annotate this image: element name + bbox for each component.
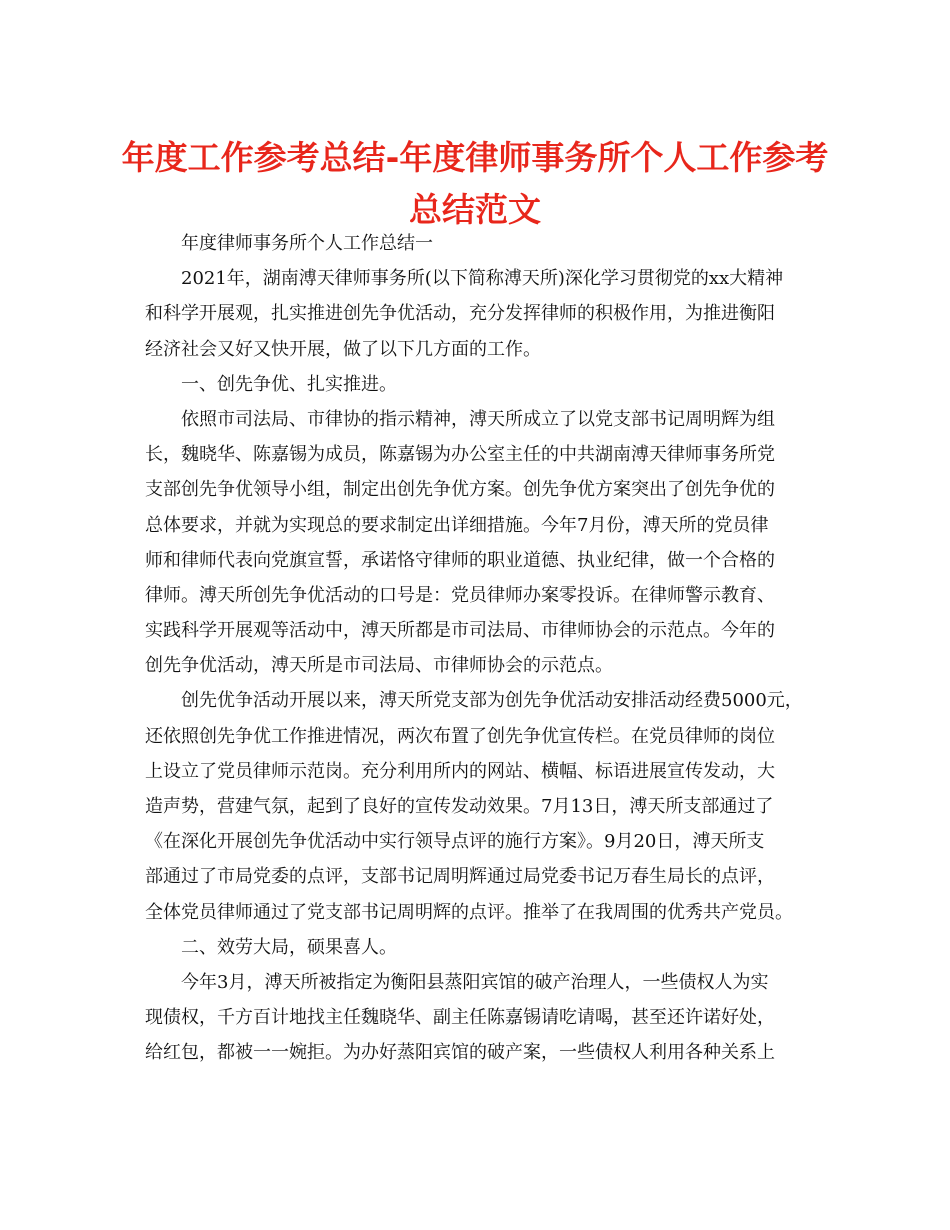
- text-line: 现债权，千方百计地找主任魏晓华、副主任陈嘉锡请吃请喝，甚至还许诺好处，: [145, 1007, 775, 1029]
- text-line: 2021年，湖南溥天律师事务所(以下简称溥天所)深化学习贯彻党的xx大精神: [181, 268, 784, 290]
- text-line: 律师。溥天所创先争优活动的口号是：党员律师办案零投诉。在律师警示教育、: [145, 584, 775, 606]
- title-line-1: 年度工作参考总结-年度律师事务所个人工作参考: [121, 138, 829, 177]
- document-title: [120, 132, 830, 236]
- text-line: 给红包，都被一一婉拒。为办好蒸阳宾馆的破产案，一些债权人利用各种关系上: [145, 1042, 775, 1064]
- text-line: 师和律师代表向党旗宣誓，承诺恪守律师的职业道德、执业纪律，做一个合格的: [145, 549, 775, 571]
- paragraph-heading: 年度律师事务所个人工作总结一: [181, 233, 433, 254]
- text-line: 依照市司法局、市律协的指示精神，溥天所成立了以党支部书记周明辉为组: [181, 408, 775, 430]
- text-line: 今年3月，溥天所被指定为衡阳县蒸阳宾馆的破产治理人，一些债权人为实: [181, 971, 769, 993]
- text-line: 造声势，营建气氛，起到了良好的宣传发动效果。7月13日，溥天所支部通过了: [145, 796, 774, 817]
- document-body: [145, 226, 809, 1071]
- text-line: 创先优争活动开展以来，溥天所党支部为创先争优活动安排活动经费5000元，: [181, 690, 803, 712]
- text-line: 还依照创先争优工作推进情况，两次布置了创先争优宣传栏。在党员律师的岗位: [145, 725, 775, 747]
- section-heading: 二、效劳大局，硕果喜人。: [181, 936, 397, 958]
- text-line: 总体要求，并就为实现总的要求制定出详细措施。今年7月份，溥天所的党员律: [145, 514, 769, 536]
- text-line: 支部创先争优领导小组，制定出创先争优方案。创先争优方案突出了创先争优的: [145, 479, 775, 501]
- text-line: 《在深化开展创先争优活动中实行领导点评的施行方案》。9月20日，溥天所支: [145, 831, 765, 853]
- text-line: 长，魏晓华、陈嘉锡为成员，陈嘉锡为办公室主任的中共湖南溥天律师事务所党: [145, 444, 775, 466]
- text-line: 部通过了市局党委的点评，支部书记周明辉通过局党委书记万春生局长的点评，: [145, 866, 775, 888]
- title-line-2: 总结范文: [409, 190, 541, 229]
- text-line: 经济社会又好又快开展，做了以下几方面的工作。: [145, 338, 541, 360]
- text-line: 上设立了党员律师示范岗。充分利用所内的网站、横幅、标语进展宣传发动，大: [145, 760, 775, 782]
- text-line: 和科学开展观，扎实推进创先争优活动，充分发挥律师的积极作用，为推进衡阳: [145, 303, 775, 325]
- section-heading: 一、创先争优、扎实推进。: [181, 373, 397, 395]
- text-line: 实践科学开展观等活动中，溥天所都是市司法局、市律师协会的示范点。今年的: [145, 620, 775, 642]
- text-line: 创先争优活动，溥天所是市司法局、市律师协会的示范点。: [145, 655, 613, 677]
- text-line: 全体党员律师通过了党支部书记周明辉的点评。推举了在我周围的优秀共产党员。: [145, 901, 793, 923]
